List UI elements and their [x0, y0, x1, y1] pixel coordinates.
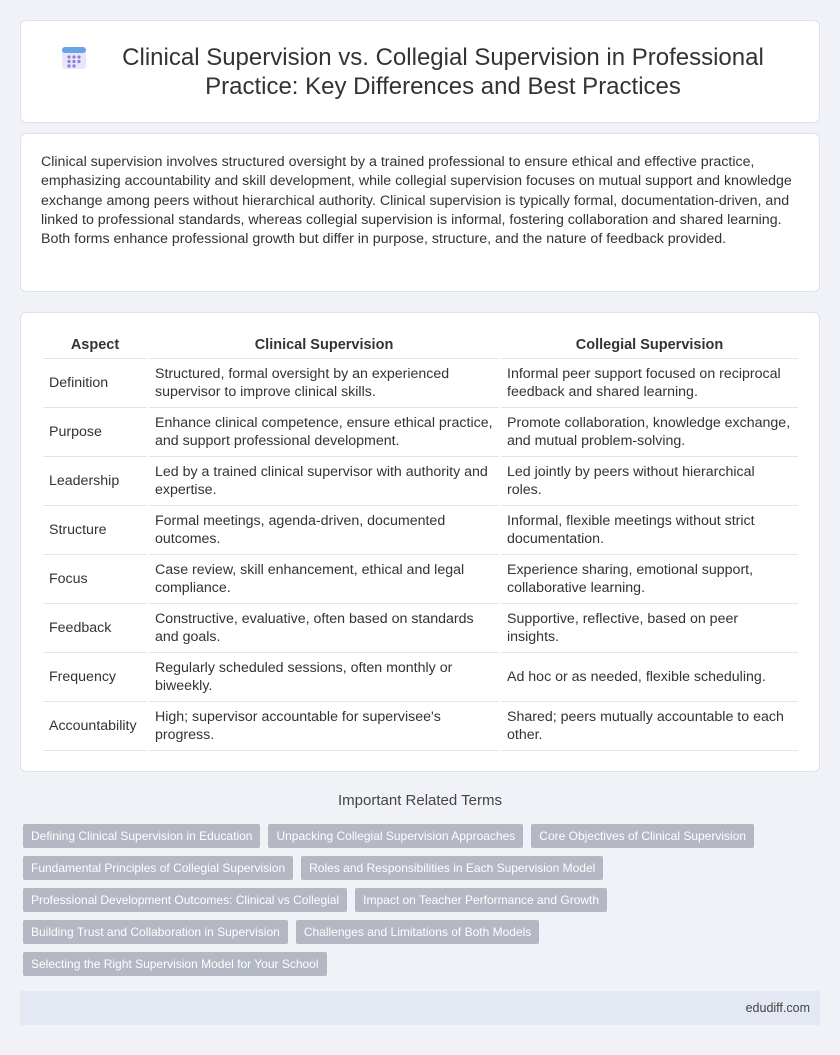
- table-row: [43, 407, 798, 456]
- table-row: [43, 554, 798, 603]
- footer: [20, 991, 820, 1025]
- aspect-cell: Focus: [43, 554, 148, 603]
- related-terms-heading: Important Related Terms: [338, 792, 502, 809]
- clinical-cell: Led by a trained clinical supervisor with authority and expertise.: [148, 456, 500, 505]
- related-term-tag[interactable]: Impact on Teacher Performance and Growth: [355, 888, 607, 912]
- related-term-tag[interactable]: Professional Development Outcomes: Clinical vs Collegial: [23, 888, 347, 912]
- collegial-cell: Informal, flexible meetings without strict documentation.: [500, 505, 798, 554]
- collegial-cell: Informal peer support focused on reciprocal feedback and shared learning.: [500, 358, 798, 407]
- header-aspect: Aspect: [43, 333, 148, 358]
- related-term-tag[interactable]: Roles and Responsibilities in Each Supervision Model: [301, 856, 603, 880]
- header-clinical: Clinical Supervision: [148, 333, 500, 358]
- header-collegial: Collegial Supervision: [500, 333, 798, 358]
- table-row: [43, 652, 798, 701]
- collegial-cell: Shared; peers mutually accountable to each other.: [500, 701, 798, 750]
- aspect-cell: Structure: [43, 505, 148, 554]
- collegial-cell: Promote collaboration, knowledge exchange, and mutual problem-solving.: [500, 407, 798, 456]
- collegial-cell: Ad hoc or as needed, flexible scheduling.: [500, 652, 798, 701]
- related-term-tag[interactable]: Core Objectives of Clinical Supervision: [531, 824, 754, 848]
- table-header-row: [43, 333, 798, 358]
- footer-site-link[interactable]: edudiff.com: [745, 1001, 810, 1015]
- clinical-cell: Regularly scheduled sessions, often monthly or biweekly.: [148, 652, 500, 701]
- intro-paragraph: Clinical supervision involves structured oversight by a trained professional to ensure ethical and effective practice, emphasizing accountability and skill development, while collegial supervision focuses on mutual support and knowledge exchange among peers without hierarchical authority. Clinical supervision is typically formal, documentation-driven, and linked to professional standards, whereas collegial supervision is informal, fostering collaboration and shared learning. Both forms enhance professional growth but differ in purpose, structure, and the nature of feedback provided.: [41, 154, 792, 248]
- table-row: [43, 456, 798, 505]
- clinical-cell: Case review, skill enhancement, ethical and legal compliance.: [148, 554, 500, 603]
- table-row: [43, 701, 798, 750]
- related-term-tag[interactable]: Selecting the Right Supervision Model for Your School: [23, 952, 327, 976]
- aspect-cell: Accountability: [43, 701, 148, 750]
- clinical-cell: Constructive, evaluative, often based on standards and goals.: [148, 603, 500, 652]
- comparison-table: [43, 333, 798, 751]
- aspect-cell: Definition: [43, 358, 148, 407]
- table-row: [43, 603, 798, 652]
- related-term-tag[interactable]: Defining Clinical Supervision in Education: [23, 824, 260, 848]
- related-term-tag[interactable]: Building Trust and Collaboration in Supervision: [23, 920, 288, 944]
- header-card: [20, 20, 820, 123]
- aspect-cell: Leadership: [43, 456, 148, 505]
- aspect-cell: Purpose: [43, 407, 148, 456]
- clinical-cell: Formal meetings, agenda-driven, documented outcomes.: [148, 505, 500, 554]
- table-row: [43, 505, 798, 554]
- clinical-cell: High; supervisor accountable for supervisee's progress.: [148, 701, 500, 750]
- aspect-cell: Frequency: [43, 652, 148, 701]
- related-terms-list: [23, 824, 793, 976]
- intro-card: [20, 133, 820, 292]
- collegial-cell: Supportive, reflective, based on peer insights.: [500, 603, 798, 652]
- clinical-cell: Structured, formal oversight by an experienced supervisor to improve clinical skills.: [148, 358, 500, 407]
- related-term-tag[interactable]: Challenges and Limitations of Both Models: [296, 920, 539, 944]
- aspect-cell: Feedback: [43, 603, 148, 652]
- collegial-cell: Led jointly by peers without hierarchical roles.: [500, 456, 798, 505]
- comparison-table-card: [20, 312, 820, 772]
- collegial-cell: Experience sharing, emotional support, collaborative learning.: [500, 554, 798, 603]
- related-term-tag[interactable]: Unpacking Collegial Supervision Approaches: [268, 824, 523, 848]
- page-title: Clinical Supervision vs. Collegial Supervision in Professional Practice: Key Differences and Best Practices: [122, 43, 764, 100]
- table-row: [43, 358, 798, 407]
- clinical-cell: Enhance clinical competence, ensure ethical practice, and support professional development.: [148, 407, 500, 456]
- calendar-grid-icon: [61, 45, 87, 71]
- related-term-tag[interactable]: Fundamental Principles of Collegial Supervision: [23, 856, 293, 880]
